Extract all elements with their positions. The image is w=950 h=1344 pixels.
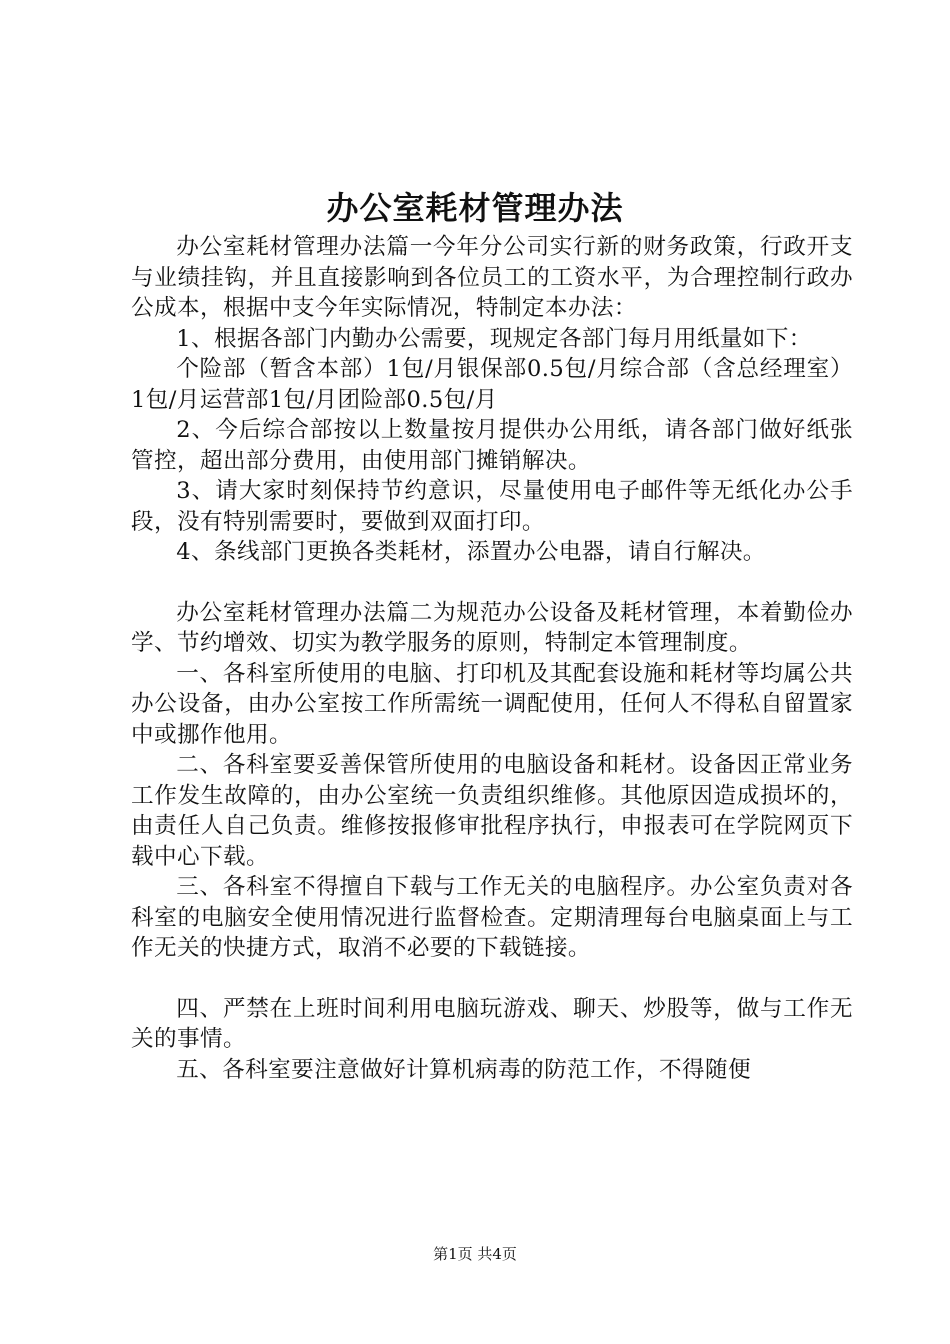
paragraph: 办公室耗材管理办法篇二为规范办公设备及耗材管理，本着勤俭办学、节约增效、切实为教学服务的原则，特制定本管理制度。: [131, 599, 853, 656]
paragraph-spacer: [131, 568, 853, 598]
paragraph: 1、根据各部门内勤办公需要，现规定各部门每月用纸量如下：: [176, 325, 812, 352]
paragraph: 个险部（暂含本部）1包/月银保部0.5包/月综合部（含总经理室）1包/月运营部1包/月团险部0.5包/月: [131, 356, 853, 413]
paragraph: 三、各科室不得擅自下载与工作无关的电脑程序。办公室负责对各科室的电脑安全使用情况进行监督检查。定期清理每台电脑桌面上与工作无关的快捷方式，取消不必要的下载链接。: [131, 874, 853, 961]
paragraph: 一、各科室所使用的电脑、打印机及其配套设施和耗材等均属公共办公设备，由办公室按工作所需统一调配使用，任何人不得私自留置家中或挪作他用。: [131, 660, 853, 748]
paragraph: 四、严禁在上班时间利用电脑玩游戏、聊天、炒股等，做与工作无关的事情。: [131, 995, 853, 1052]
paragraph: 五、各科室要注意做好计算机病毒的防范工作，不得随便: [176, 1056, 752, 1083]
paragraph: 2、今后综合部按以上数量按月提供办公用纸，请各部门做好纸张管控，超出部分费用，由使用部门摊销解决。: [131, 417, 853, 474]
paragraph-spacer: [131, 964, 853, 994]
paragraph: 4、条线部门更换各类耗材，添置办公电器，请自行解决。: [176, 539, 766, 565]
paragraph: 3、请大家时刻保持节约意识，尽量使用电子邮件等无纸化办公手段，没有特别需要时，要做到双面打印。: [131, 478, 853, 535]
paragraph: 二、各科室要妥善保管所使用的电脑设备和耗材。设备因正常业务工作发生故障的，由办公室统一负责组织维修。其他原因造成损坏的，由责任人自己负责。维修按报修审批程序执行，申报表可在学院网页下载中心下载。: [131, 752, 853, 870]
document-body: [131, 232, 853, 1085]
paragraph: 办公室耗材管理办法篇一今年分公司实行新的财务政策，行政开支与业绩挂钩，并且直接影响到各位员工的工资水平，为合理控制行政办公成本，根据中支今年实际情况，特制定本办法：: [131, 234, 853, 321]
page-number: 第1页 共4页: [433, 1245, 517, 1263]
document-title: 办公室耗材管理办法: [326, 189, 624, 227]
